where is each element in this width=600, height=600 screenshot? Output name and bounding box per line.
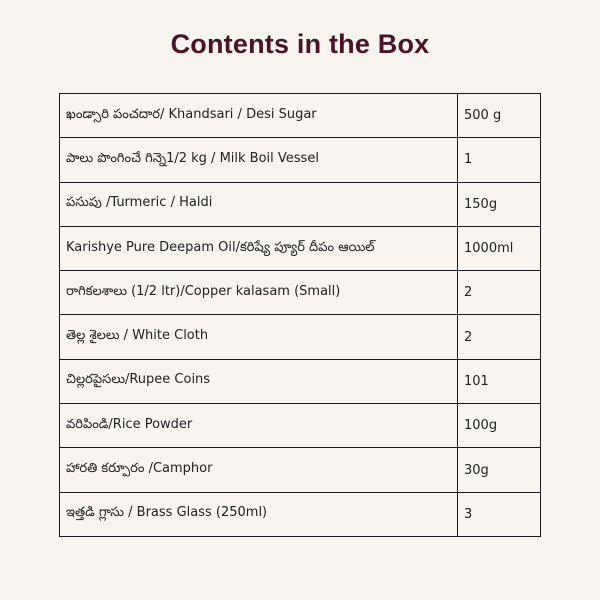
- table-row: [60, 271, 541, 315]
- table-row: [60, 315, 541, 359]
- item-quantity-cell: 1000ml: [458, 226, 541, 270]
- item-quantity-cell: 3: [458, 492, 541, 536]
- item-quantity-cell: 2: [458, 315, 541, 359]
- item-name-cell: Karishye Pure Deepam Oil/కరిష్యే ప్యూర్ దీపం ఆయిల్: [60, 226, 458, 270]
- item-quantity-cell: 2: [458, 271, 541, 315]
- item-name-cell: వరిపిండి/Rice Powder: [60, 404, 458, 448]
- table-row: [60, 448, 541, 492]
- item-name-cell: పాలు పొంగించే గిన్నె1/2 kg / Milk Boil Vessel: [60, 138, 458, 182]
- item-quantity-cell: 30g: [458, 448, 541, 492]
- table-row: [60, 492, 541, 536]
- item-name-cell: ఖండ్సారి పంచదార/ Khandsari / Desi Sugar: [60, 94, 458, 138]
- item-quantity-cell: 500 g: [458, 94, 541, 138]
- item-quantity-cell: 1: [458, 138, 541, 182]
- item-quantity-cell: 100g: [458, 404, 541, 448]
- item-quantity-cell: 150g: [458, 182, 541, 226]
- item-name-cell: చిల్లరపైసలు/Rupee Coins: [60, 359, 458, 403]
- table-row: [60, 182, 541, 226]
- table-row: [60, 138, 541, 182]
- page-title: Contents in the Box: [170, 29, 430, 59]
- item-name-cell: తెల్ల శైలలు / White Cloth: [60, 315, 458, 359]
- item-name-cell: ఇత్తడి గ్లాసు / Brass Glass (250ml): [60, 492, 458, 536]
- table-row: [60, 359, 541, 403]
- item-name-cell: హారతి కర్పూరం /Camphor: [60, 448, 458, 492]
- item-name-cell: రాగికలశాలు (1/2 ltr)/Copper kalasam (Small): [60, 271, 458, 315]
- table-row: [60, 94, 541, 138]
- item-quantity-cell: 101: [458, 359, 541, 403]
- table-row: [60, 404, 541, 448]
- table-row: [60, 226, 541, 270]
- contents-table: [59, 93, 541, 537]
- item-name-cell: పసుపు /Turmeric / Haldi: [60, 182, 458, 226]
